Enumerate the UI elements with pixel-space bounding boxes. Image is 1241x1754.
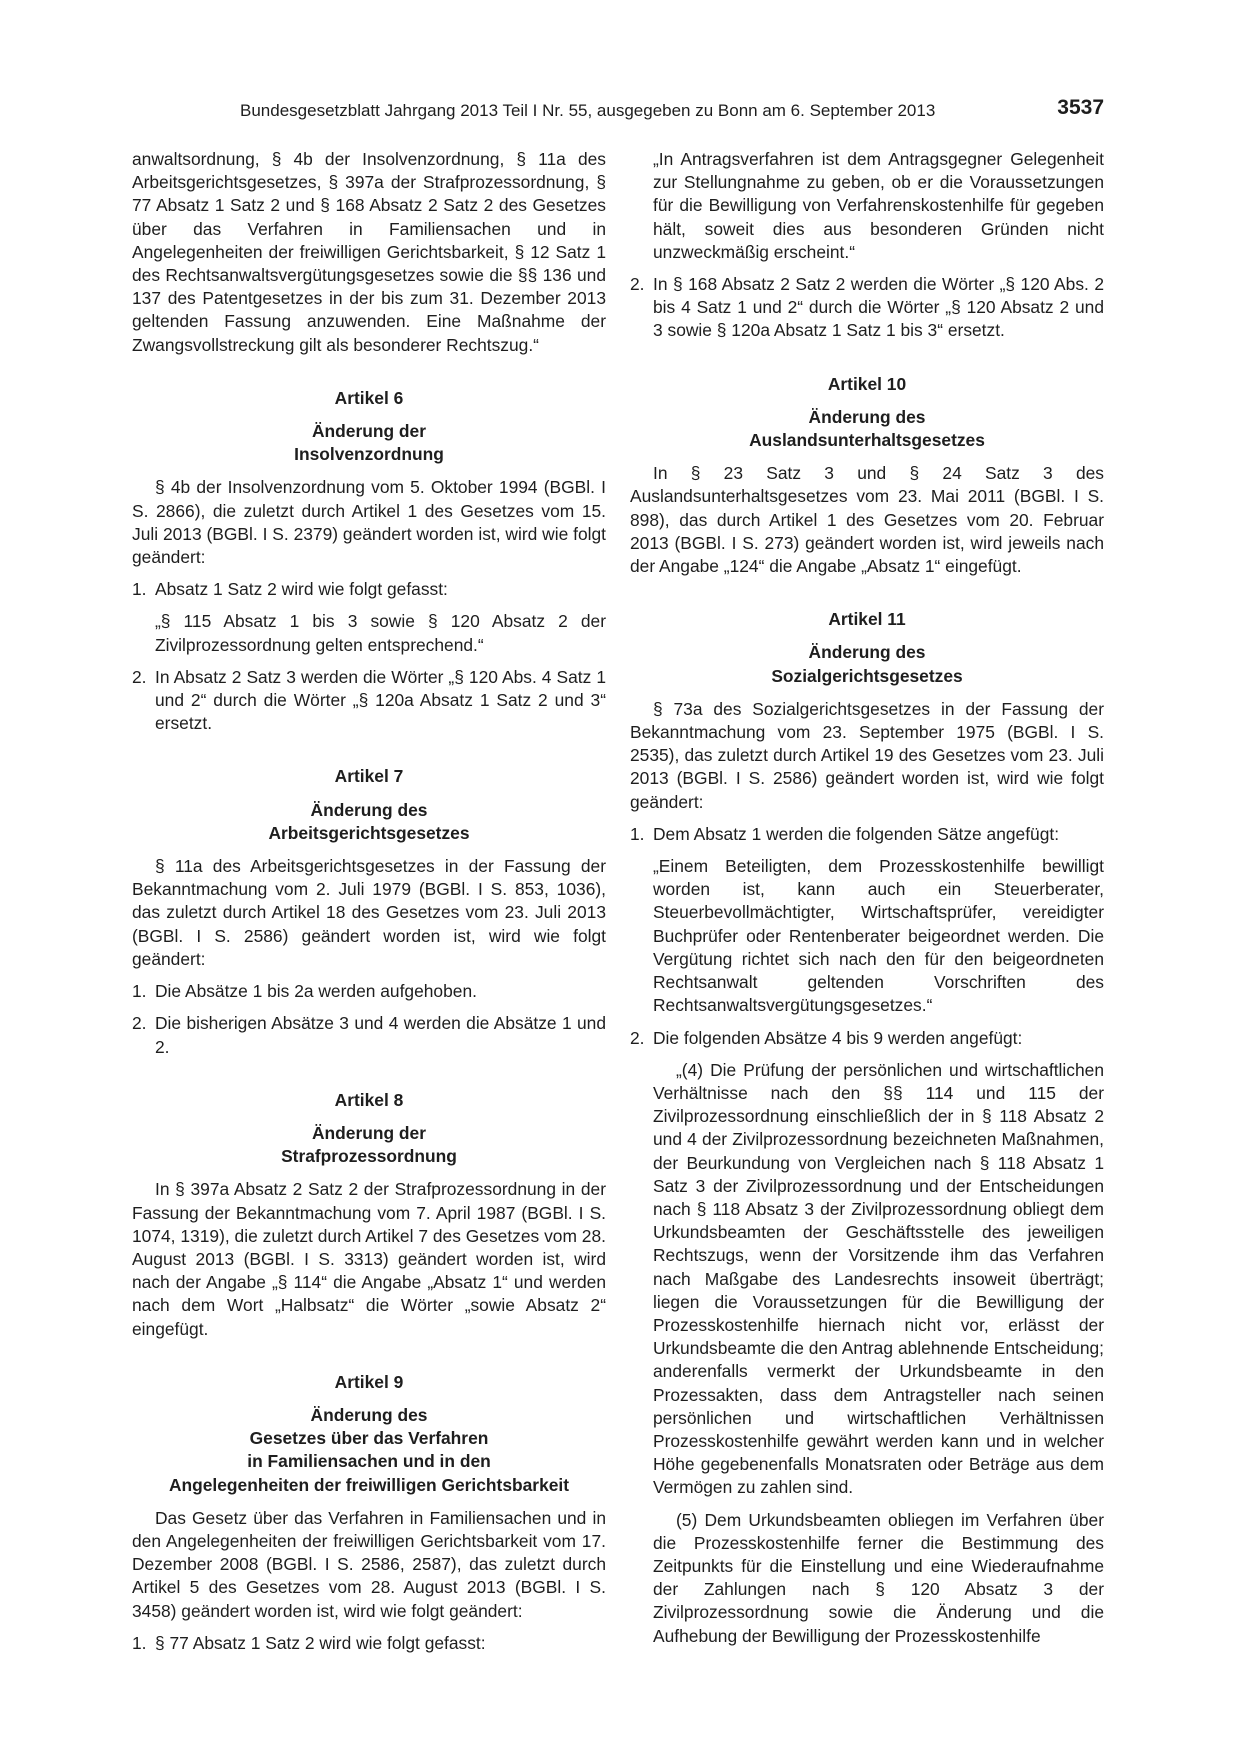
page-number: 3537 <box>1057 96 1104 119</box>
article-number: Artikel 11 <box>828 609 906 630</box>
article-title-line: Änderung der <box>311 421 426 442</box>
article-number: Artikel 9 <box>334 1371 404 1392</box>
left-intro-paragraph: anwaltsordnung, § 4b der Insolvenzordnung, § 11a des Arbeitsgerichtsgesetzes, § 397a der Strafprozessordnung, § 77 Absatz 1 Satz 2 und § 168 Absatz 2 Satz 2 des Gesetzes über das Verfahren in Familiensachen und in Angelegenheiten der freiwilligen Gerichtsbarkeit, § 12 Satz 1 des Rechtsanwaltsvergütungsgesetzes sowie die §§ 136 und 137 des Patentgesetzes in der bis zum 31. Dezember 2013 geltenden Fassung anzuwenden. Eine Maßnahme der Zwangsvollstreckung gilt als besonderer Rechtszug.“ <box>132 149 606 355</box>
article-title-line: Gesetzes über das Verfahren <box>249 1428 489 1449</box>
list-item <box>132 578 606 601</box>
quoted-text: „Einem Beteiligten, dem Prozesskostenhilfe bewilligt worden ist, kann auch ein Steuerberater, Steuerbevollmächtigter, Wirtschaftsprüfer, vereidigter Buchprüfer oder Rentenberater beigeordnet werden. Die Vergütung richtet sich nach den für den beigeordneten Rechtsanwalt geltenden Vorschriften des Rechtsanwaltsvergütungsgesetzes.“ <box>653 856 1104 1016</box>
article-body: § 73a des Sozialgerichtsgesetzes in der Fassung der Bekanntmachung vom 23. September 1975 (BGBl. I S. 2535), das zuletzt durch Artikel 19 des Gesetzes vom 23. Juli 2013 (BGBl. I S. 2586) geändert worden ist, wird wie folgt geändert: <box>630 698 1104 812</box>
article-title <box>630 641 1104 687</box>
list-item-text: Die folgenden Absätze 4 bis 9 werden angefügt: <box>653 1027 1023 1048</box>
quoted-paragraph-5: (5) Dem Urkundsbeamten obliegen im Verfahren über die Prozesskostenhilfe ferner die Bestimmung des Zeitpunkts für die Einstellung und eine Wiederaufnahme der Zahlungen nach § 120 Absatz 3 der Zivilprozessordnung sowie die Änderung und die Aufhebung der Bewilligung der Prozesskostenhilfe <box>653 1509 1104 1646</box>
article-body: § 4b der Insolvenzordnung vom 5. Oktober 1994 (BGBl. I S. 2866), die zuletzt durch Artikel 1 des Gesetzes vom 15. Juli 2013 (BGBl. I S. 2379) geändert worden ist, wird wie folgt geändert: <box>132 477 606 568</box>
list-item-text: Die Absätze 1 bis 2a werden aufgehoben. <box>155 981 477 1002</box>
article-11 <box>630 608 1104 1648</box>
gazette-header-line: Bundesgesetzblatt Jahrgang 2013 Teil I Nr. 55, ausgegeben zu Bonn am 6. September 2013 <box>240 101 936 120</box>
list-item-text: Absatz 1 Satz 2 wird wie folgt gefasst: <box>155 579 448 600</box>
article-number: Artikel 6 <box>334 387 404 408</box>
article-title-line: Änderung des <box>808 406 926 427</box>
article-6 <box>132 387 606 736</box>
article-9 <box>132 1371 606 1655</box>
article-title <box>132 1122 606 1168</box>
list-item-text: In § 168 Absatz 2 Satz 2 werden die Wörter „§ 120 Abs. 2 bis 4 Satz 1 und 2“ durch die Wörter „§ 120 Absatz 2 und 3 sowie § 120a Absatz 1 Satz 1 bis 3“ ersetzt. <box>653 274 1104 341</box>
list-item-number: 1. <box>132 1632 147 1653</box>
article-body: In § 23 Satz 3 und § 24 Satz 3 des Auslandsunterhaltsgesetzes vom 23. Mai 2011 (BGBl. I S. 898), das durch Artikel 1 des Gesetzes vom 20. Februar 2013 (BGBl. I S. 273) geändert worden ist, wird jeweils nach der Angabe „124“ die Angabe „Absatz 1“ eingefügt. <box>630 463 1104 577</box>
list-item <box>132 1632 606 1655</box>
list-item-text: Dem Absatz 1 werden die folgenden Sätze angefügt: <box>653 823 1060 844</box>
list-item-number: 1. <box>630 823 645 844</box>
list-item-number: 2. <box>630 1027 645 1048</box>
article-10 <box>630 373 1104 579</box>
list-item-number: 2. <box>132 666 147 687</box>
list-item-text: § 77 Absatz 1 Satz 2 wird wie folgt gefasst: <box>155 1632 486 1653</box>
list-item <box>630 823 1104 846</box>
left-column <box>132 148 606 1655</box>
article-title <box>132 420 606 466</box>
article-title <box>132 799 606 845</box>
quoted-paragraph-4: „(4) Die Prüfung der persönlichen und wirtschaftlichen Verhältnisse nach den §§ 114 und 115 der Zivilprozessordnung einschließlich der in § 118 Absatz 2 und 4 der Zivilprozessordnung bezeichneten Maßnahmen, der Beurkundung von Vergleichen nach § 118 Absatz 1 Satz 3 der Zivilprozessordnung und der Entscheidungen nach § 118 Absatz 3 der Zivilprozessordnung obliegt dem Urkundsbeamten der Geschäftsstelle des jeweiligen Rechtszugs, wenn der Vorsitzende ihm das Verfahren nach Maßgabe des Landesrechts insoweit überträgt; liegen die Voraussetzungen für die Bewilligung der Prozesskostenhilfe hiernach nicht vor, erlässt der Urkundsbeamte die den Antrag ablehnende Entscheidung; anderenfalls vermerkt der Urkundsbeamte in den Prozessakten, dass dem Antragsteller nach seinen persönlichen und wirtschaftlichen Verhältnissen Prozesskostenhilfe gewährt werden kann und in welcher Höhe gegebenenfalls Monatsraten oder Beträge aus dem Vermögen zu zahlen sind. <box>653 1059 1104 1498</box>
list-item <box>132 666 606 736</box>
right-column <box>630 148 1104 1648</box>
article-number: Artikel 10 <box>827 373 907 394</box>
list-item <box>630 273 1104 343</box>
article-number: Artikel 7 <box>334 766 404 787</box>
article-title-line: Angelegenheiten der freiwilligen Gerichtsbarkeit <box>168 1474 570 1495</box>
article-body: Das Gesetz über das Verfahren in Familiensachen und in den Angelegenheiten der freiwilligen Gerichtsbarkeit vom 17. Dezember 2008 (BGBl. I S. 2586, 2587), das zuletzt durch Artikel 5 des Gesetzes vom 28. August 2013 (BGBl. I S. 3458) geändert worden ist, wird wie folgt geändert: <box>132 1507 606 1621</box>
list-item-number: 2. <box>630 274 645 295</box>
article-body: § 11a des Arbeitsgerichtsgesetzes in der Fassung der Bekanntmachung vom 2. Juli 1979 (BGBl. I S. 853, 1036), das zuletzt durch Artikel 18 des Gesetzes vom 23. Juli 2013 (BGBl. I S. 2586) geändert worden ist, wird wie folgt geändert: <box>132 856 606 969</box>
list-item-number: 1. <box>132 579 147 600</box>
list-item-text: In Absatz 2 Satz 3 werden die Wörter „§ 120 Abs. 4 Satz 1 und 2“ durch die Wörter „§ 120a Absatz 1 Satz 2 und 3“ ersetzt. <box>155 666 606 734</box>
quoted-text: „§ 115 Absatz 1 bis 3 sowie § 120 Absatz 2 der Zivilprozessordnung gelten entsprechend.“ <box>155 611 606 655</box>
list-item-number: 1. <box>132 981 147 1002</box>
list-item-number: 2. <box>132 1013 147 1034</box>
article-title <box>132 1404 606 1497</box>
article-title-line: Änderung des <box>808 642 926 663</box>
article-7 <box>132 765 606 1058</box>
article-number: Artikel 8 <box>334 1089 404 1110</box>
article-title-line: Insolvenzordnung <box>294 444 444 465</box>
list-item <box>132 980 606 1003</box>
article-title-line: Auslandsunterhaltsgesetzes <box>749 430 985 451</box>
article-title-line: Änderung des <box>310 799 428 820</box>
list-item-text: Die bisherigen Absätze 3 und 4 werden die Absätze 1 und 2. <box>155 1013 606 1057</box>
article-title-line: Änderung der <box>311 1122 426 1143</box>
quoted-text: „In Antragsverfahren ist dem Antragsgegner Gelegenheit zur Stellungnahme zu geben, ob er die Voraussetzungen für die Bewilligung von Verfahrenskostenhilfe für gegeben hält, soweit dies aus besonderen Gründen nicht unzweckmäßig erscheint.“ <box>653 149 1104 262</box>
article-body: In § 397a Absatz 2 Satz 2 der Strafprozessordnung in der Fassung der Bekanntmachung vom 7. April 1987 (BGBl. I S. 1074, 1319), die zuletzt durch Artikel 7 des Gesetzes vom 28. August 2013 (BGBl. I S. 3313) geändert worden ist, wird nach der Angabe „§ 114“ die Angabe „Absatz 1“ und werden nach dem Wort „Halbsatz“ die Wörter „sowie Absatz 2“ eingefügt. <box>132 1179 606 1339</box>
article-8 <box>132 1089 606 1341</box>
article-title-line: Strafprozessordnung <box>281 1146 457 1167</box>
list-item <box>132 1012 606 1058</box>
article-title-line: Arbeitsgerichtsgesetzes <box>268 822 470 843</box>
list-item <box>630 1027 1104 1050</box>
article-title <box>630 406 1104 452</box>
article-title-line: Änderung des <box>310 1404 428 1425</box>
article-title-line: Sozialgerichtsgesetzes <box>771 665 963 686</box>
article-title-line: in Familiensachen und in den <box>247 1451 491 1472</box>
